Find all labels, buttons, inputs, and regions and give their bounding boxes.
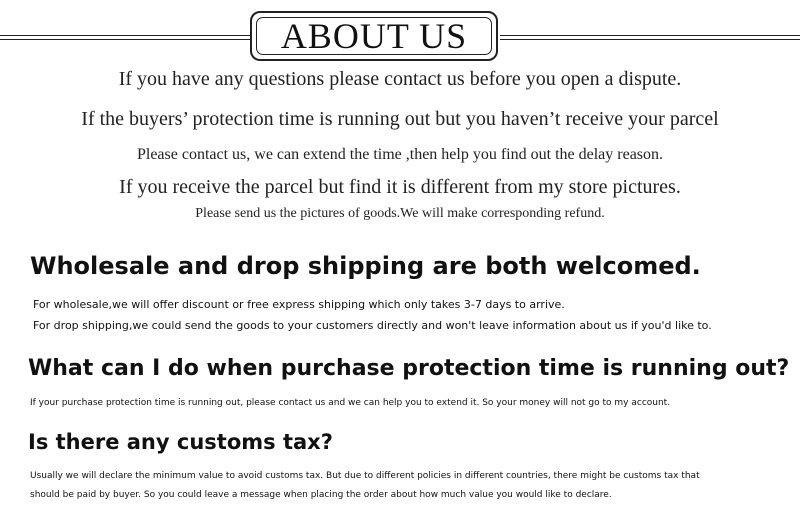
intro-line-4: If you receive the parcel but find it is different from my store pictures.	[119, 176, 681, 198]
header-rule-left-top	[0, 35, 250, 36]
page-title: ABOUT US	[280, 16, 468, 56]
customs-line-1: Usually we will declare the minimum value to avoid customs tax. But due to different policies in different countries, there might be customs tax that	[30, 471, 700, 481]
intro-line-3: Please contact us, we can extend the time ,then help you find out the delay reason.	[136, 146, 664, 163]
intro-line-5: Please send us the pictures of goods.We will make corresponding refund.	[195, 206, 605, 221]
protection-heading: What can I do when purchase protection time is running out?	[28, 356, 790, 381]
header-rule-right-bottom	[500, 39, 800, 40]
customs-heading: Is there any customs tax?	[28, 430, 333, 454]
intro-line-1: If you have any questions please contact us before you open a dispute.	[118, 68, 682, 90]
header-rule-right-top	[500, 35, 800, 36]
wholesale-line-2: For drop shipping,we could send the goods to your customers directly and won't leave information about us if you'd like to.	[33, 319, 712, 332]
wholesale-heading: Wholesale and drop shipping are both welcomed.	[30, 252, 701, 280]
intro-line-2: If the buyers’ protection time is running out but you haven’t receive your parcel	[81, 108, 719, 130]
customs-line-2: should be paid by buyer. So you could leave a message when placing the order about how much value you would like to declare.	[30, 490, 612, 500]
header-rule-left-bottom	[0, 39, 250, 40]
wholesale-line-1: For wholesale,we will offer discount or free express shipping which only takes 3-7 days to arrive.	[33, 298, 565, 311]
protection-line-1: If your purchase protection time is running out, please contact us and we can help you to extend it. So your money will not go to my account.	[30, 398, 671, 408]
